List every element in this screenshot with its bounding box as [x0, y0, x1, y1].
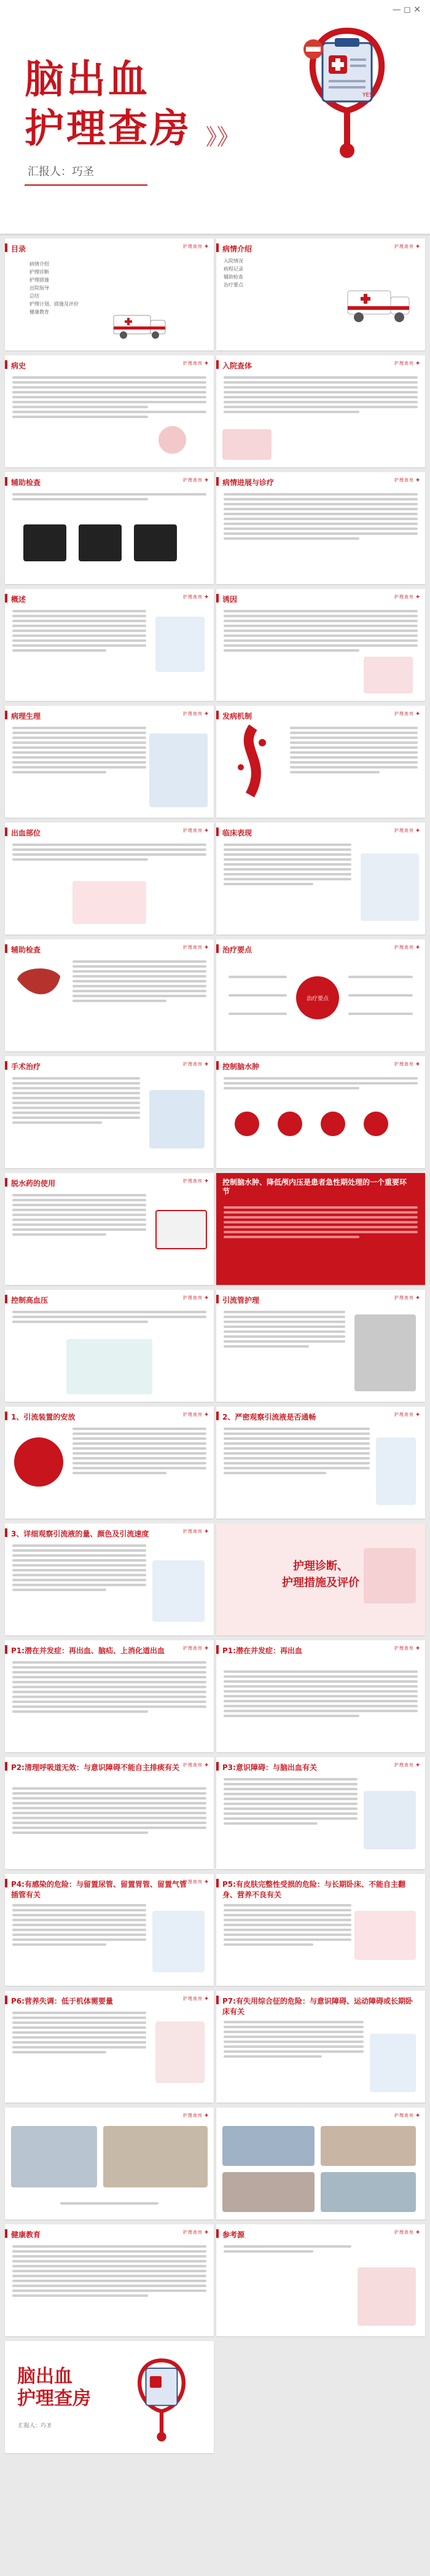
slide-title: P5:有皮肤完整性受损的危险：与长期卧床、不能自主翻身、营养不良有关: [222, 1880, 405, 1899]
slide-p1-rebleed[interactable]: [216, 1640, 425, 1752]
text-block: [224, 2243, 351, 2255]
slide-title: 健康教育: [11, 2230, 41, 2239]
text-block: [12, 607, 146, 654]
slide-p5[interactable]: [216, 1874, 425, 1986]
slide-accent-bar: [5, 243, 7, 252]
toc-item[interactable]: 护理诊断: [29, 269, 49, 275]
cover-title: [25, 55, 192, 154]
slide-tag: 护理查房 ✚: [394, 2230, 420, 2235]
syringe-image: [364, 1791, 416, 1849]
slide-title: 诱因: [222, 595, 238, 604]
section-title-line2: 护理措施及评价: [282, 1576, 359, 1589]
overview-item: 治疗要点: [224, 282, 243, 288]
medical-icons-image: [364, 1548, 416, 1603]
doctor-image: [149, 733, 208, 807]
text-block: [12, 2009, 146, 2056]
slide-title: P1:潜在并发症：再出血: [222, 1646, 302, 1655]
patient-photo: [321, 2172, 416, 2212]
toc-item[interactable]: 健康教育: [29, 309, 49, 315]
text-block: [224, 1308, 345, 1350]
text-block: [224, 607, 418, 654]
slide-accent-bar: [5, 1645, 7, 1654]
heart-hands-icon: [14, 1437, 63, 1487]
text-block: [12, 724, 146, 776]
slide-title: 控制脑水肿、降低颅内压是患者急性期处理的一个重要环节: [222, 1178, 407, 1196]
slide-title: 控制高血压: [11, 1296, 49, 1305]
ct-scan-image: [79, 524, 122, 561]
slide-p4[interactable]: [5, 1874, 214, 1986]
slide-edema[interactable]: [216, 1056, 425, 1168]
slide-accent-bar: [216, 711, 219, 719]
slide-title: 入院查体: [222, 362, 252, 370]
text-block: [12, 1542, 146, 1594]
slide-tag: 护理查房 ✚: [182, 595, 209, 599]
slide-health-education[interactable]: [5, 2224, 214, 2336]
text-block: [224, 1776, 358, 1827]
slide-accent-bar: [216, 477, 219, 486]
slide-accent-bar: [5, 828, 7, 836]
ambulance-icon: [345, 282, 413, 325]
slide-tag: 护理查房 ✚: [182, 1996, 209, 2001]
slide-accent-bar: [216, 1645, 219, 1654]
slide-accent-bar: [216, 944, 219, 953]
blood-drop-icon: [364, 1112, 388, 1136]
slide-accent-bar: [216, 360, 219, 369]
slide-tag: 护理查房 ✚: [182, 2230, 209, 2235]
slide-accent-bar: [5, 360, 7, 369]
slide-accent-bar: [5, 477, 7, 486]
cover-slide: [0, 0, 430, 235]
slide-title: 病理生理: [11, 712, 41, 721]
patient-photo: [222, 2172, 315, 2212]
slide-accent-bar: [5, 711, 7, 719]
ambulance-icon: [112, 309, 168, 340]
doctor-image: [152, 1560, 205, 1622]
slide-drainage[interactable]: [216, 1290, 425, 1402]
text-block: [72, 958, 206, 1005]
text-block: [224, 2018, 364, 2060]
slide-dehydration[interactable]: [5, 1173, 214, 1285]
cover-title-line2: 护理查房: [25, 106, 192, 152]
toc-list: [29, 260, 206, 316]
divider: [25, 184, 147, 186]
text-block: [12, 1659, 206, 1715]
overview-item: 病程记录: [224, 266, 243, 272]
slide-tag: 护理查房 ✚: [394, 2113, 420, 2118]
stethoscope-clipboard-icon: [128, 2357, 195, 2443]
slide-tag: 护理查房 ✚: [182, 945, 209, 950]
slide-accent-bar: [5, 1295, 7, 1303]
slide-photos-1[interactable]: [5, 2108, 214, 2219]
slide-references[interactable]: [216, 2224, 425, 2336]
cover-badge: YES: [362, 92, 373, 98]
treatment-hub: [296, 976, 339, 1019]
slide-treatment[interactable]: [216, 939, 425, 1051]
overview-item: 辅助检查: [224, 274, 243, 280]
text-block: [12, 1191, 146, 1238]
slide-end[interactable]: [5, 2341, 214, 2453]
slide-accent-bar: [5, 1879, 7, 1887]
slide-title: P1:潜在并发症：再出血、脑疝、上消化道出血: [11, 1646, 165, 1655]
slide-title: 概述: [11, 595, 26, 604]
slide-tag: 护理查房 ✚: [394, 1412, 420, 1417]
doctors-group-image: [66, 1339, 152, 1394]
slide-title: 病情进展与诊疗: [222, 478, 275, 487]
slide-triggers[interactable]: [216, 589, 425, 701]
liver-icon: [14, 961, 63, 1010]
window-controls[interactable]: — ◻ ✕: [392, 5, 421, 15]
slide-title: P4:有感染的危险：与留置尿管、留置胃管、留置气管插管有关: [11, 1880, 187, 1899]
slide-title: 病情介绍: [222, 245, 252, 253]
slide-title: 1、引流装置的安放: [11, 1413, 76, 1421]
neuron-image: [149, 1090, 205, 1148]
slide-photos-2[interactable]: [216, 2108, 425, 2219]
slide-tag: 护理查房 ✚: [394, 361, 420, 366]
slide-pathophysiology[interactable]: [5, 706, 214, 818]
drainage-image: [354, 1314, 416, 1391]
slide-p6[interactable]: [5, 1991, 214, 2103]
slide-tag: 护理查房 ✚: [182, 828, 209, 833]
slide-history[interactable]: [5, 355, 214, 467]
patient-photo: [11, 2126, 97, 2187]
slide-drainage-setup[interactable]: [5, 1407, 214, 1519]
nurse-writing-image: [361, 853, 419, 921]
toc-item[interactable]: 护理措施: [29, 277, 49, 283]
slide-accent-bar: [5, 1996, 7, 2004]
slide-drainage-observe[interactable]: [5, 1523, 214, 1635]
slide-tag: 护理查房 ✚: [182, 1062, 209, 1067]
treatment-hub-label: 治疗要点: [306, 996, 329, 1002]
stethoscope-clipboard-icon: [295, 25, 399, 160]
slide-tag: 护理查房 ✚: [394, 478, 420, 483]
slide-tag: 护理查房 ✚: [394, 945, 420, 950]
slide-tag: 护理查房 ✚: [182, 361, 209, 366]
slide-summary[interactable]: [5, 589, 214, 701]
slide-tag: 护理查房 ✚: [182, 478, 209, 483]
slide-tag: 护理查房 ✚: [394, 1062, 420, 1067]
slide-accent-bar: [5, 1412, 7, 1420]
text-block: [224, 1425, 370, 1477]
slide-accent-bar: [5, 2229, 7, 2238]
heart-hands-image: [354, 1911, 416, 1960]
heart-icon: [158, 426, 186, 454]
slide-surgery[interactable]: [5, 1056, 214, 1168]
slide-hypertension[interactable]: [5, 1290, 214, 1402]
slide-admission-exam[interactable]: [216, 355, 425, 467]
text-block: [290, 724, 418, 776]
slide-title: 临床表现: [222, 829, 252, 837]
first-aid-kit-icon: [155, 1210, 207, 1249]
slide-auxiliary-exam[interactable]: [5, 472, 214, 584]
doctor-image: [152, 1911, 205, 1972]
arrows-icon: 》》: [206, 125, 240, 150]
section-title-line1: 护理诊断、: [293, 1560, 348, 1573]
text-block: [12, 1902, 146, 1948]
slide-p2[interactable]: [5, 1757, 214, 1869]
slide-accent-bar: [5, 944, 7, 953]
slide-title: P2:清理呼吸道无效：与意识障碍不能自主排痰有关: [11, 1763, 179, 1772]
blood-vessel-icon: [225, 724, 281, 798]
text-block: [12, 374, 206, 421]
slide-p7[interactable]: [216, 1991, 425, 2103]
pills-image: [364, 657, 413, 693]
slide-accent-bar: [216, 828, 219, 836]
slide-tag: 护理查房 ✚: [394, 595, 420, 599]
slide-p3[interactable]: [216, 1757, 425, 1869]
slide-tag: 护理查房 ✚: [182, 1412, 209, 1417]
toc-item[interactable]: 病情介绍: [29, 261, 49, 267]
slide-accent-bar: [5, 1061, 7, 1070]
slide-accent-bar: [5, 1178, 7, 1187]
slide-title: 引流管护理: [222, 1296, 260, 1305]
slide-accent-bar: [216, 594, 219, 603]
slide-title: 治疗要点: [222, 946, 252, 954]
slide-toc[interactable]: [5, 239, 214, 350]
medicine-bottle-image: [358, 2267, 416, 2326]
heart-hands-image: [72, 881, 146, 924]
patient-photo: [321, 2126, 416, 2166]
doctor-image: [370, 2034, 416, 2092]
blood-drop-icon: [235, 1112, 259, 1136]
blood-drop-icon: [278, 1112, 302, 1136]
slide-tag: 护理查房 ✚: [182, 1763, 209, 1768]
toc-item[interactable]: 出院指导: [29, 285, 49, 291]
slide-accent-bar: [5, 594, 7, 603]
cover-reporter: 汇报人：巧圣: [28, 165, 94, 178]
slide-accent-bar: [216, 1061, 219, 1070]
patient-photo: [222, 2126, 315, 2166]
slide-title: P3:意识障碍：与脑出血有关: [222, 1763, 317, 1772]
slide-progress[interactable]: [216, 472, 425, 584]
slide-overview[interactable]: [216, 239, 425, 350]
text-block: [72, 1425, 206, 1477]
slide-tag: 护理查房 ✚: [182, 1879, 209, 1884]
slide-title: 出血部位: [11, 829, 41, 837]
text-block: [224, 491, 418, 542]
slide-title: 目录: [11, 245, 26, 253]
slide-tag: 护理查房 ✚: [182, 1179, 209, 1183]
text-block: [224, 1902, 351, 1948]
slide-title: 2、严密观察引流液是否通畅: [222, 1413, 316, 1421]
slide-title: 辅助检查: [11, 478, 41, 487]
slide-clinical[interactable]: [216, 823, 425, 934]
text-block: [224, 1668, 418, 1720]
text-block: [224, 1075, 418, 1092]
slide-accent-bar: [216, 243, 219, 252]
text-block: [12, 1785, 206, 1836]
end-title: [17, 2366, 91, 2410]
slide-tag: 护理查房 ✚: [182, 1646, 209, 1651]
slide-tag: 护理查房 ✚: [182, 711, 209, 716]
slide-tag: 护理查房 ✚: [394, 711, 420, 716]
hands-heart-image: [222, 429, 272, 460]
slide-icp[interactable]: [216, 1173, 425, 1285]
slide-p1-list[interactable]: [5, 1640, 214, 1752]
ct-scan-image: [23, 524, 66, 561]
slide-mechanism[interactable]: [216, 706, 425, 818]
slide-tag: 护理查房 ✚: [394, 1646, 420, 1651]
slide-title: 手术治疗: [11, 1062, 41, 1071]
slide-title: 控制脑水肿: [222, 1062, 260, 1071]
text-block: [224, 1204, 418, 1241]
slide-tag: 护理查房 ✚: [182, 2113, 209, 2118]
slide-accent-bar: [216, 2229, 219, 2238]
slide-drainage-patency[interactable]: [216, 1407, 425, 1519]
toc-item[interactable]: 总结: [29, 293, 39, 299]
slide-accent-bar: [216, 1879, 219, 1887]
slide-title: 辅助检查: [11, 946, 41, 954]
end-title-line2: 护理查房: [17, 2388, 91, 2409]
text-block: [12, 491, 206, 503]
toc-item[interactable]: 护理计划、措施及评价: [29, 301, 79, 307]
slide-tag: 护理查房 ✚: [182, 1529, 209, 1534]
text-block: [12, 1075, 140, 1126]
slide-accent-bar: [5, 1762, 7, 1771]
slide-title: P7:有失用综合征的危险：与意识障碍、运动障碍或长期卧床有关: [222, 1997, 413, 2016]
slide-title: 3、详细观察引流液的量、颜色及引流速度: [11, 1530, 149, 1538]
medicine-box-image: [155, 2021, 205, 2083]
slide-accent-bar: [5, 1528, 7, 1537]
text-block: [12, 2243, 206, 2299]
slide-accent-bar: [216, 1762, 219, 1771]
slide-section-nursing[interactable]: [216, 1523, 425, 1635]
slide-title: 参考源: [222, 2230, 245, 2239]
slide-accent-bar: [216, 1412, 219, 1420]
blood-drop-icon: [321, 1112, 345, 1136]
text-block: [224, 841, 351, 888]
doctor-image: [376, 1437, 416, 1505]
overview-item: 入院情况: [224, 258, 243, 264]
slide-title: P6:营养失调：低于机体需要量: [11, 1997, 113, 2005]
slide-tag: 护理查房 ✚: [394, 1295, 420, 1300]
text-block: [224, 374, 418, 416]
slide-title: 病史: [11, 362, 26, 370]
slide-auxiliary-exam-2[interactable]: [5, 939, 214, 1051]
end-reporter: 汇报人：巧圣: [18, 2423, 52, 2429]
slide-tag: 护理查房 ✚: [182, 1295, 209, 1300]
slide-accent-bar: [216, 1295, 219, 1303]
slide-title: 脱水药的使用: [11, 1179, 56, 1188]
slide-title: 发病机制: [222, 712, 252, 721]
slide-tag: 护理查房 ✚: [394, 244, 420, 249]
slide-tag: 护理查房 ✚: [394, 828, 420, 833]
patient-photo: [103, 2126, 208, 2187]
slide-accent-bar: [216, 1996, 219, 2004]
end-title-line1: 脑出血: [17, 2366, 72, 2387]
cover-title-line1: 脑出血: [25, 57, 150, 103]
slide-bleeding-site[interactable]: [5, 823, 214, 934]
doctor-image: [155, 617, 205, 672]
text-block: [12, 841, 206, 863]
slide-tag: 护理查房 ✚: [394, 1763, 420, 1768]
slide-tag: 护理查房 ✚: [182, 244, 209, 249]
text-block: [12, 1308, 206, 1326]
ct-scan-image: [134, 524, 177, 561]
